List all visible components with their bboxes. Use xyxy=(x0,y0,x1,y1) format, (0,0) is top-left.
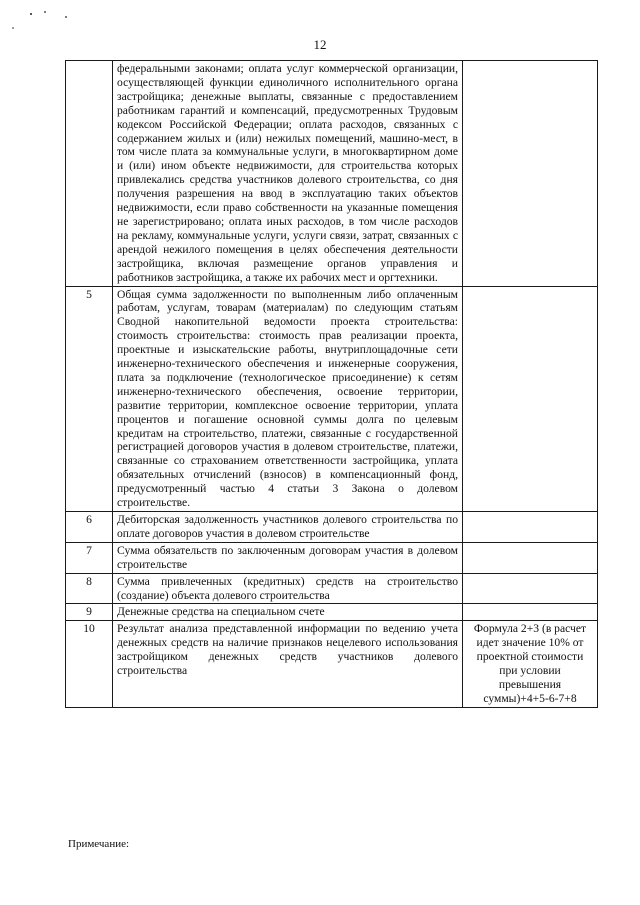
row-note xyxy=(463,286,598,512)
row-note xyxy=(463,604,598,621)
table-row xyxy=(66,542,598,573)
row-description: Дебиторская задолженность участников долевого строительства по оплате договоров участия в долевом строительстве xyxy=(113,512,463,543)
row-description: Сумма обязательств по заключенным договорам участия в долевом строительстве xyxy=(113,542,463,573)
row-description: Сумма привлеченных (кредитных) средств на строительство (создание) объекта долевого строительства xyxy=(113,573,463,604)
row-note xyxy=(463,61,598,287)
row-number: 5 xyxy=(66,286,113,512)
page-number: 12 xyxy=(313,37,327,52)
row-number xyxy=(66,61,113,287)
row-number: 7 xyxy=(66,542,113,573)
table-row xyxy=(66,512,598,543)
table-row xyxy=(66,604,598,621)
row-description: Общая сумма задолженности по выполненным либо оплаченным работам, услугам, товарам (материалам) по следующим статьям Сводной накопительной ведомости проекта строительства: стоимость строительства: стоимость прав реализации проекта, проектные и изыскательские работы, внутриплощадочные сети инженерно-технического обеспечения и инженерные сооружения, плата за подключение (технологическое присоединение) к сетям инженерно-технического обеспечения, освоение территории, развитие территории, комплексное освоение территории, уплата процентов и погашение основной суммы долга по целевым кредитам на строительство, платежи, связанные с государственной регистрацией договоров участия в долевом строительстве, платежи, связанные со страхованием ответственности застройщика, уплата обязательных отчислений (взносов) в компенсационный фонд, предусмотренный частью 4 статьи 3 Закона о долевом строительстве. xyxy=(113,286,463,512)
row-number: 6 xyxy=(66,512,113,543)
row-description: Результат анализа представленной информации по ведению учета денежных средств на наличие признаков нецелевого использования застройщиком денежных средств участников долевого строительства xyxy=(113,621,463,707)
row-number: 8 xyxy=(66,573,113,604)
analysis-table xyxy=(65,60,598,708)
row-note xyxy=(463,512,598,543)
note-label: Примечание: xyxy=(68,838,130,850)
row-number: 10 xyxy=(66,621,113,707)
row-description: Денежные средства на специальном счете xyxy=(113,604,463,621)
row-description: федеральными законами; оплата услуг коммерческой организации, осуществляющей функции единоличного исполнительного органа застройщика; денежные выплаты, связанные с предоставлением работникам гарантий и компенсаций, предусмотренных Трудовым кодексом Российской Федерации; оплата расходов, связанных с содержанием жилых и (или) нежилых помещений, машино-мест, в том числе плата за коммунальные услуги, в многоквартирном доме и (или) ином объекте недвижимости, для строительства которых привлекались средства участников долевого строительства, со дня получения разрешения на ввод в эксплуатацию таких объектов недвижимости, если право собственности на указанные помещения не зарегистрировано; оплата иных расходов, в том числе расходов на рекламу, коммунальные услуги, услуги связи, затрат, связанных с арендой нежилого помещения в целях обеспечения деятельности застройщика, включая размещение органов управления и работников застройщика, а также их рабочих мест и оргтехники. xyxy=(113,61,463,287)
table-row xyxy=(66,61,598,287)
row-note xyxy=(463,542,598,573)
table-row xyxy=(66,573,598,604)
scan-specks xyxy=(0,0,80,40)
row-note xyxy=(463,573,598,604)
table-row xyxy=(66,286,598,512)
table-row xyxy=(66,621,598,707)
row-note: Формула 2+3 (в расчет идет значение 10% от проектной стоимости при условии превышения суммы)+4+5-6-7+8 xyxy=(463,621,598,707)
row-number: 9 xyxy=(66,604,113,621)
